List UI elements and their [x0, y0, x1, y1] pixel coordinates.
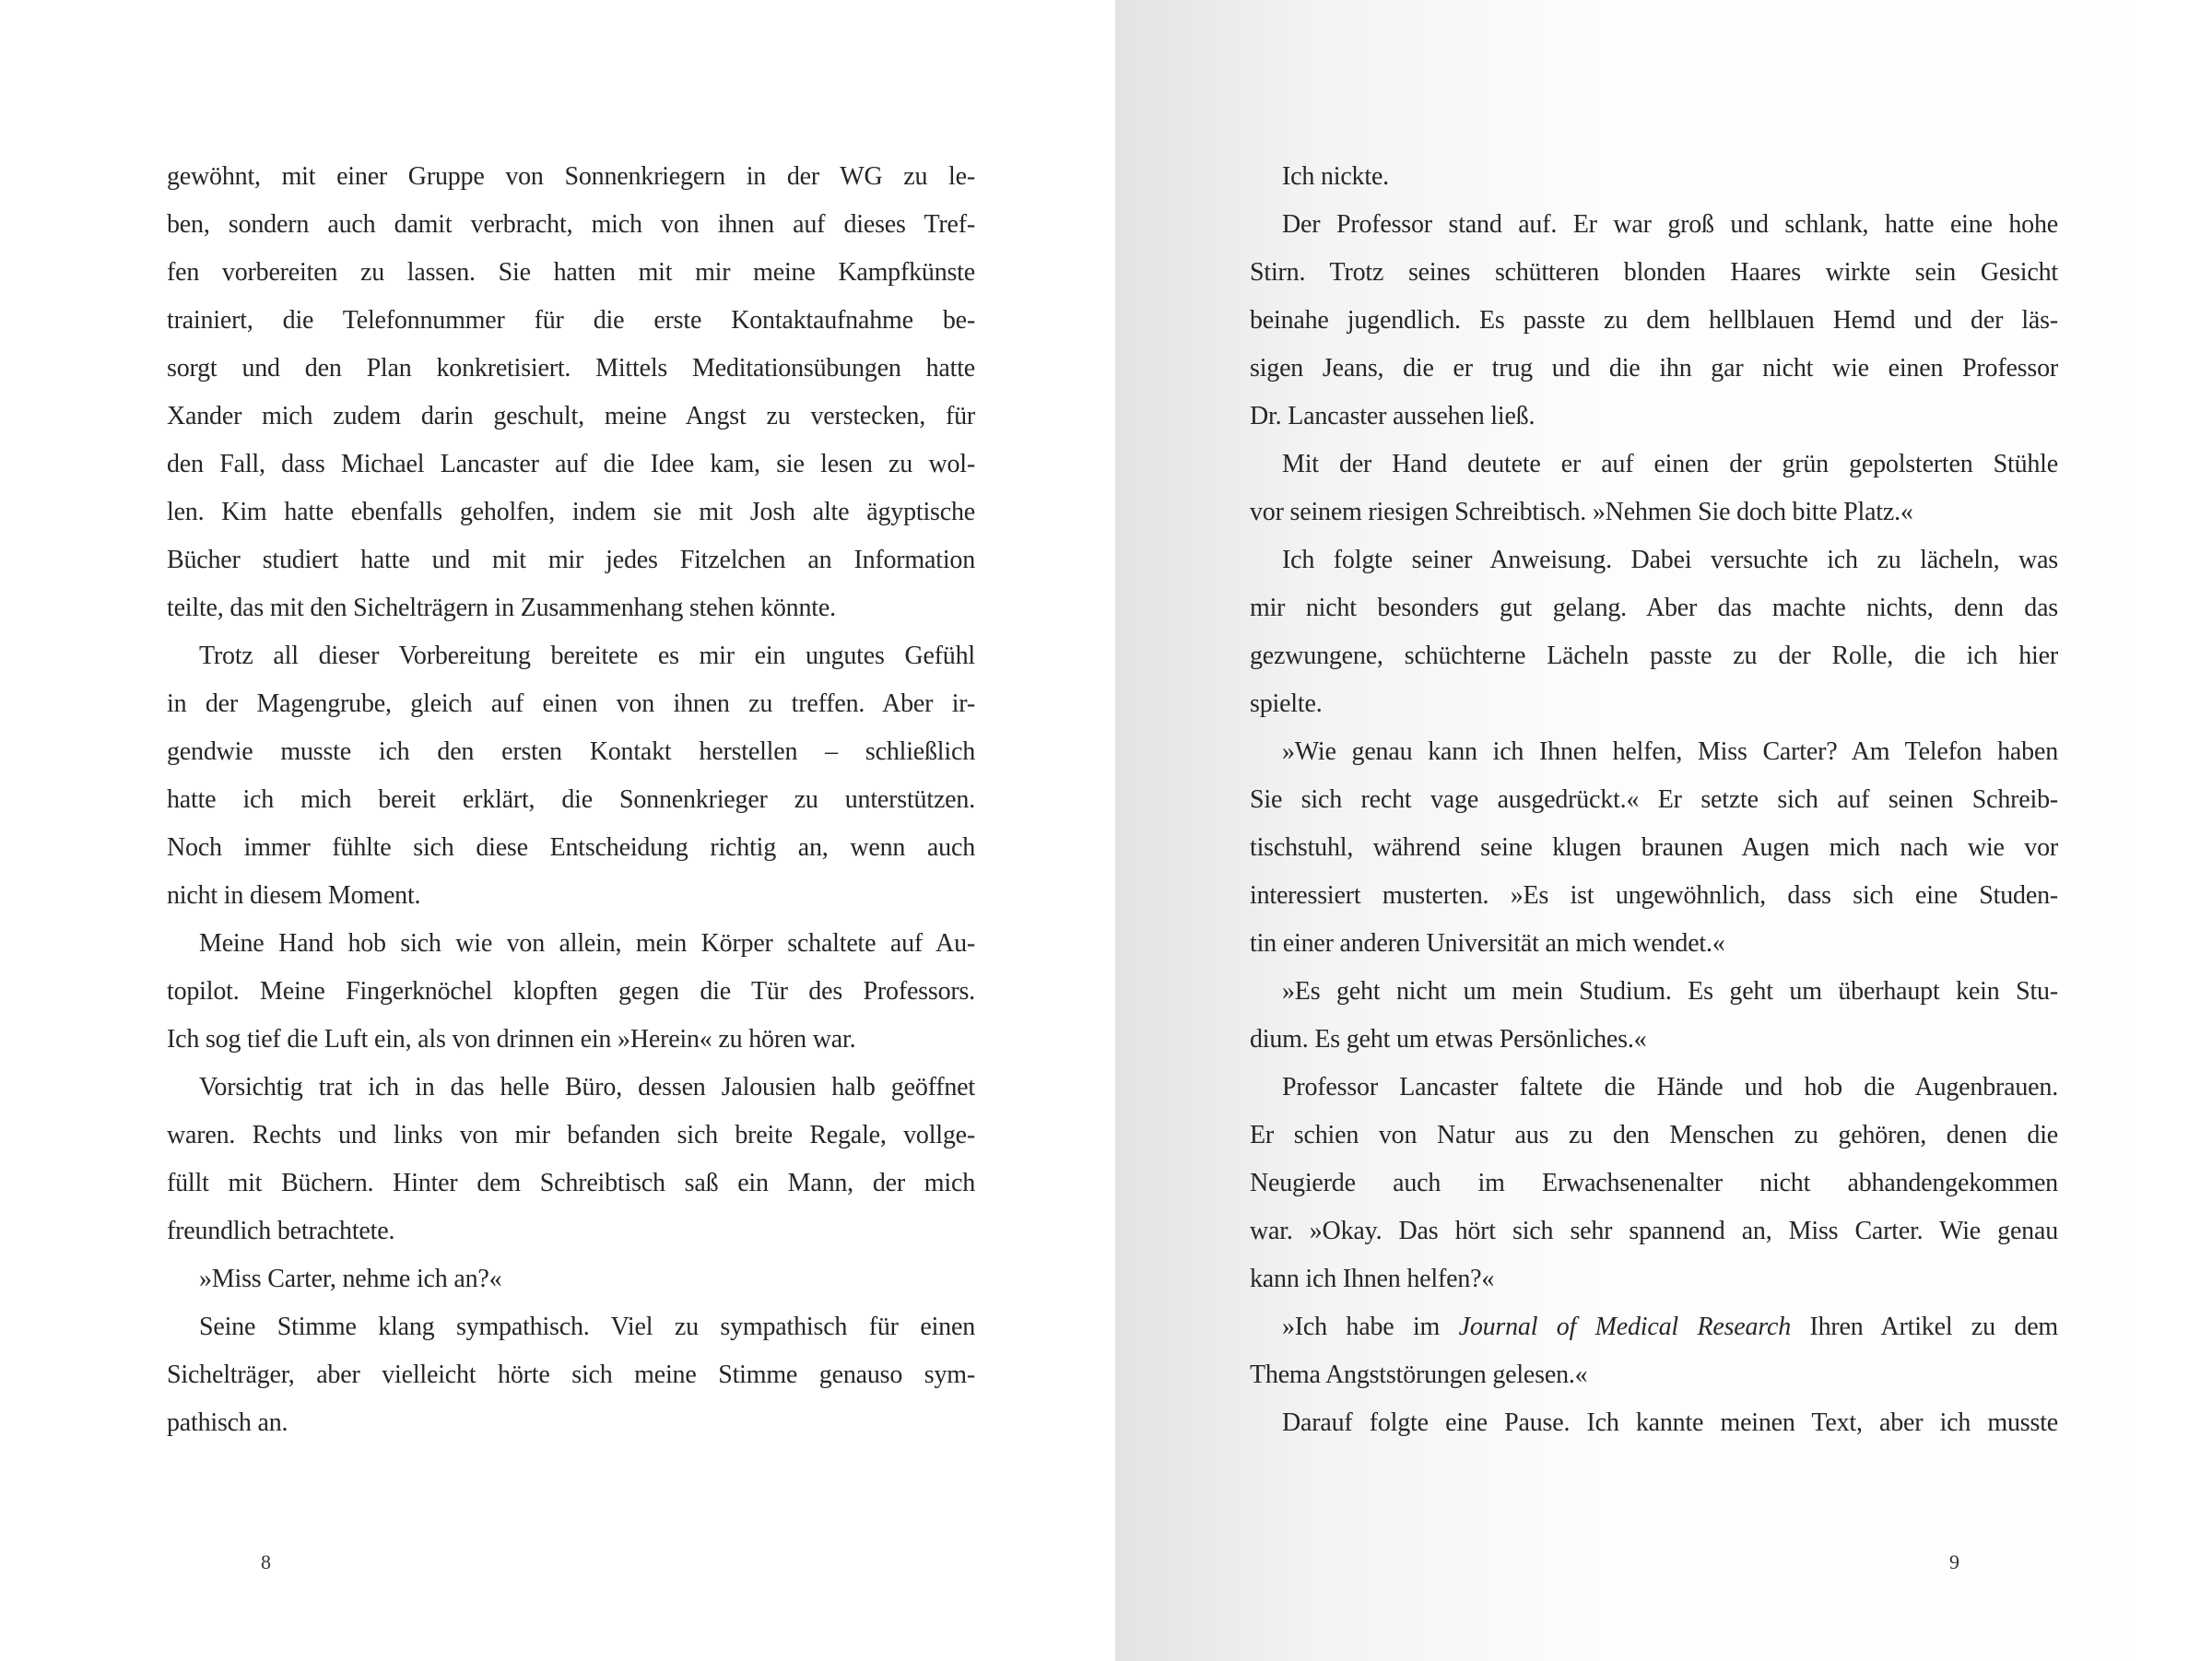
- text-line: Xander mich zudem darin geschult, meine Angst zu verstecken, für: [167, 402, 975, 430]
- text-line: Neugierde auch im Erwachsenenalter nicht abhandengekommen: [1250, 1169, 2058, 1197]
- text-line: in der Magengrube, gleich auf einen von ihnen zu treffen. Aber ir-: [167, 689, 975, 718]
- text-line: Darauf folgte eine Pause. Ich kannte meinen Text, aber ich musste: [1282, 1408, 2058, 1437]
- text-segment: »Ich habe im: [1282, 1313, 1459, 1341]
- text-line: Dr. Lancaster aussehen ließ.: [1250, 402, 1535, 430]
- text-line: kann ich Ihnen helfen?«: [1250, 1265, 1495, 1293]
- text-line: teilte, das mit den Sichelträgern in Zusammenhang stehen könnte.: [167, 594, 836, 622]
- text-line: gewöhnt, mit einer Gruppe von Sonnenkriegern in der WG zu le-: [167, 162, 975, 191]
- text-line: interessiert musterten. »Es ist ungewöhnlich, dass sich eine Studen-: [1250, 881, 2058, 910]
- text-line: Noch immer fühlte sich diese Entscheidung richtig an, wenn auch: [167, 833, 975, 862]
- text-line: Ich nickte.: [1282, 162, 1389, 191]
- page-number: 8: [261, 1550, 271, 1573]
- text-line: Trotz all dieser Vorbereitung bereitete es mir ein ungutes Gefühl: [199, 642, 975, 670]
- text-line: Vorsichtig trat ich in das helle Büro, dessen Jalousien halb geöffnet: [199, 1073, 975, 1101]
- text-line: Ich sog tief die Luft ein, als von drinnen ein »Herein« zu hören war.: [167, 1025, 856, 1054]
- text-line: tin einer anderen Universität an mich wendet.«: [1250, 929, 1725, 958]
- text-line: »Miss Carter, nehme ich an?«: [199, 1265, 502, 1293]
- text-line: topilot. Meine Fingerknöchel klopften gegen die Tür des Professors.: [167, 977, 975, 1006]
- text-line: gendwie musste ich den ersten Kontakt herstellen – schließlich: [167, 737, 975, 766]
- page-number: 9: [1949, 1550, 1959, 1573]
- text-line: Mit der Hand deutete er auf einen der grün gepolsterten Stühle: [1282, 450, 2058, 478]
- text-line: vor seinem riesigen Schreibtisch. »Nehmen Sie doch bitte Platz.«: [1250, 498, 1913, 526]
- text-line: Professor Lancaster faltete die Hände und hob die Augenbrauen.: [1282, 1073, 2058, 1101]
- text-line: Stirn. Trotz seines schütteren blonden Haares wirkte sein Gesicht: [1250, 258, 2058, 287]
- text-line: len. Kim hatte ebenfalls geholfen, indem sie mit Josh alte ägyptische: [167, 498, 975, 526]
- text-line: gezwungene, schüchterne Lächeln passte zu der Rolle, die ich hier: [1250, 642, 2058, 670]
- text-line: spielte.: [1250, 689, 1323, 718]
- text-line: freundlich betrachtete.: [167, 1217, 395, 1245]
- italic-title: Journal of Medical Research: [1458, 1313, 1792, 1341]
- text-line: fen vorbereiten zu lassen. Sie hatten mit mir meine Kampfkünste: [167, 258, 975, 287]
- text-line: ben, sondern auch damit verbracht, mich von ihnen auf dieses Tref-: [167, 210, 975, 239]
- page-body: [1250, 157, 2058, 1451]
- text-line: füllt mit Büchern. Hinter dem Schreibtisch saß ein Mann, der mich: [167, 1169, 975, 1197]
- text-line: den Fall, dass Michael Lancaster auf die Idee kam, sie lesen zu wol-: [167, 450, 975, 478]
- text-line: nicht in diesem Moment.: [167, 881, 421, 910]
- text-line: sigen Jeans, die er trug und die ihn gar nicht wie einen Professor: [1250, 354, 2058, 383]
- text-line: hatte ich mich bereit erklärt, die Sonnenkrieger zu unterstützen.: [167, 785, 975, 814]
- text-line: waren. Rechts und links von mir befanden sich breite Regale, vollge-: [167, 1121, 975, 1149]
- text-line: Meine Hand hob sich wie von allein, mein Körper schaltete auf Au-: [199, 929, 975, 958]
- text-line: [1250, 1307, 2058, 1355]
- right-page: [1115, 0, 2212, 1661]
- text-line: tischstuhl, während seine klugen braunen Augen mich nach wie vor: [1250, 833, 2058, 862]
- text-line: war. »Okay. Das hört sich sehr spannend an, Miss Carter. Wie genau: [1250, 1217, 2058, 1245]
- text-segment: Ihren Artikel zu dem: [1791, 1313, 2058, 1341]
- text-line: Er schien von Natur aus zu den Menschen zu gehören, denen die: [1250, 1121, 2058, 1149]
- text-line: Ich folgte seiner Anweisung. Dabei versuchte ich zu lächeln, was: [1282, 546, 2058, 574]
- text-line: Sie sich recht vage ausgedrückt.« Er setzte sich auf seinen Schreib-: [1250, 785, 2058, 814]
- text-line: pathisch an.: [167, 1408, 288, 1437]
- text-line: Seine Stimme klang sympathisch. Viel zu sympathisch für einen: [199, 1313, 975, 1341]
- text-line: Bücher studiert hatte und mit mir jedes Fitzelchen an Information: [167, 546, 975, 574]
- text-line: »Wie genau kann ich Ihnen helfen, Miss Carter? Am Telefon haben: [1282, 737, 2058, 766]
- text-line: trainiert, die Telefonnummer für die erste Kontaktaufnahme be-: [167, 306, 975, 335]
- text-line: dium. Es geht um etwas Persönliches.«: [1250, 1025, 1647, 1054]
- text-line: Sichelträger, aber vielleicht hörte sich meine Stimme genauso sym-: [167, 1361, 975, 1389]
- text-line: Der Professor stand auf. Er war groß und schlank, hatte eine hohe: [1282, 210, 2058, 239]
- text-line: sorgt und den Plan konkretisiert. Mittels Meditationsübungen hatte: [167, 354, 975, 383]
- text-line: Thema Angststörungen gelesen.«: [1250, 1361, 1588, 1389]
- page-body: [167, 157, 975, 1451]
- text-line: mir nicht besonders gut gelang. Aber das machte nichts, denn das: [1250, 594, 2058, 622]
- text-line: »Es geht nicht um mein Studium. Es geht um überhaupt kein Stu-: [1282, 977, 2058, 1006]
- text-line: beinahe jugendlich. Es passte zu dem hellblauen Hemd und der läs-: [1250, 306, 2058, 335]
